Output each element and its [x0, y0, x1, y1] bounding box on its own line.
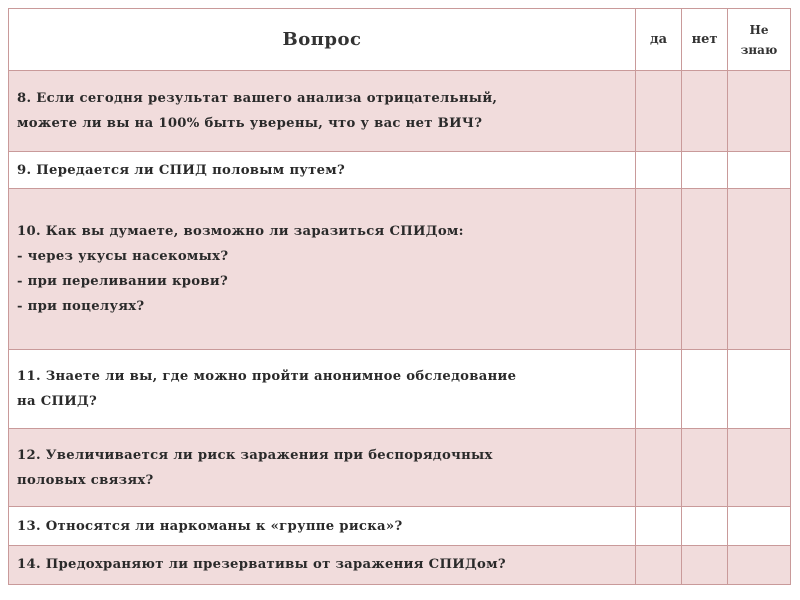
answer-dont-know-cell[interactable] [728, 189, 791, 350]
question-text: 14. Предохраняют ли презервативы от заражения СПИДом? [9, 545, 636, 584]
table-row [9, 545, 791, 584]
table-row [9, 71, 791, 152]
header-yes: да [636, 9, 682, 71]
answer-dont-know-cell[interactable] [728, 507, 791, 545]
table-row [9, 350, 791, 429]
answer-yes-cell[interactable] [636, 428, 682, 507]
question-text: 10. Как вы думаете, возможно ли заразиться СПИДом: - через укусы насекомых? - при переливании крови? - при поцелуях? [9, 189, 636, 350]
answer-no-cell[interactable] [682, 545, 728, 584]
answer-dont-know-cell[interactable] [728, 71, 791, 152]
table-row [9, 151, 791, 188]
header-no: нет [682, 9, 728, 71]
question-text: 8. Если сегодня результат вашего анализа отрицательный, можете ли вы на 100% быть уверены, что у вас нет ВИЧ? [9, 71, 636, 152]
survey-sheet [8, 8, 790, 585]
answer-no-cell[interactable] [682, 350, 728, 429]
answer-yes-cell[interactable] [636, 71, 682, 152]
answer-dont-know-cell[interactable] [728, 350, 791, 429]
question-text: 13. Относятся ли наркоманы к «группе риска»? [9, 507, 636, 545]
survey-table [8, 8, 791, 585]
question-text: 11. Знаете ли вы, где можно пройти анонимное обследование на СПИД? [9, 350, 636, 429]
table-row [9, 189, 791, 350]
answer-dont-know-cell[interactable] [728, 428, 791, 507]
answer-yes-cell[interactable] [636, 350, 682, 429]
answer-no-cell[interactable] [682, 71, 728, 152]
answer-yes-cell[interactable] [636, 151, 682, 188]
answer-dont-know-cell[interactable] [728, 545, 791, 584]
answer-no-cell[interactable] [682, 507, 728, 545]
table-header-row [9, 9, 791, 71]
answer-yes-cell[interactable] [636, 189, 682, 350]
question-text: 12. Увеличивается ли риск заражения при беспорядочных половых связях? [9, 428, 636, 507]
header-dont-know: Не знаю [728, 9, 791, 71]
header-question: Вопрос [9, 9, 636, 71]
table-row [9, 507, 791, 545]
answer-no-cell[interactable] [682, 189, 728, 350]
answer-no-cell[interactable] [682, 151, 728, 188]
answer-no-cell[interactable] [682, 428, 728, 507]
answer-yes-cell[interactable] [636, 545, 682, 584]
answer-dont-know-cell[interactable] [728, 151, 791, 188]
table-row [9, 428, 791, 507]
answer-yes-cell[interactable] [636, 507, 682, 545]
question-text: 9. Передается ли СПИД половым путем? [9, 151, 636, 188]
